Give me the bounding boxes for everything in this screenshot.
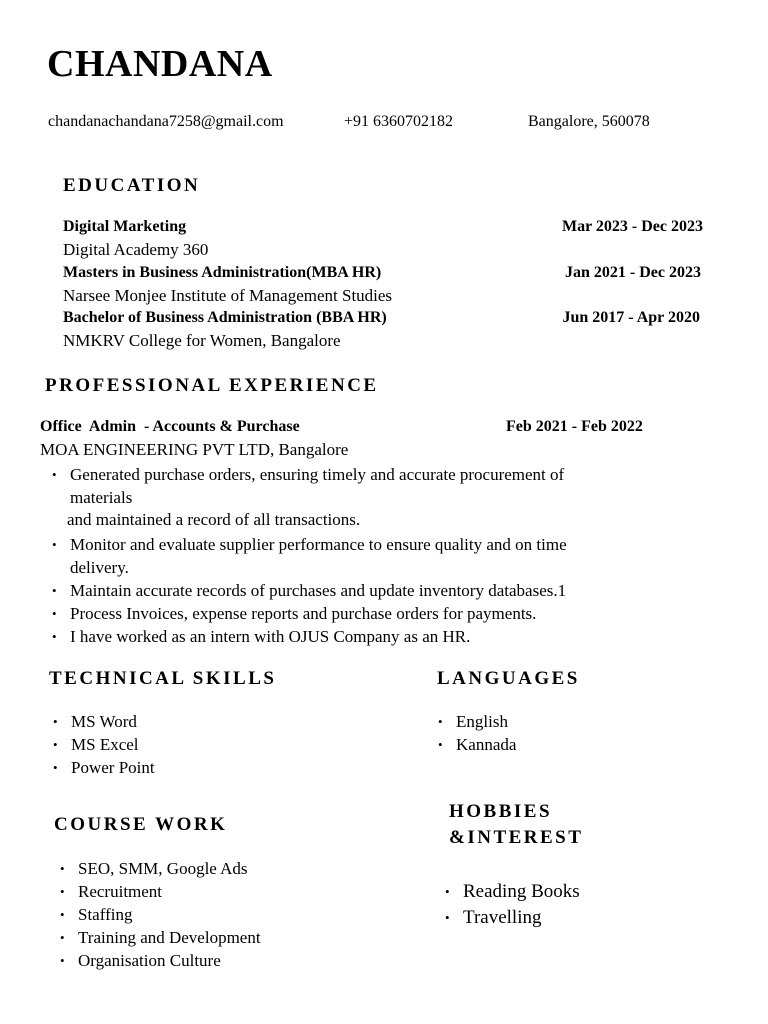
bullet-text: Process Invoices, expense reports and purchase orders for payments. [70,604,537,623]
languages-heading: LANGUAGES [437,668,580,689]
language-text: English [456,712,508,731]
list-item [49,756,155,779]
bullet-continuation: and maintained a record of all transactions. [67,510,361,529]
technical-skills-heading: TECHNICAL SKILLS [49,668,277,689]
language-text: Kannada [456,735,517,754]
education-dates: Jan 2021 - Dec 2023 [565,264,701,281]
list-item [49,710,155,733]
list-item [48,602,567,625]
experience-role: Office Admin - Accounts & Purchase [40,418,300,435]
hobbies-heading: &INTEREST [449,827,584,848]
bullet-text: I have worked as an intern with OJUS Company as an HR. [70,627,471,646]
bullet-text: • Generated purchase orders, ensuring timely and accurate procurement of [70,465,565,484]
experience-bullets [48,533,567,648]
technical-skills-list [49,710,155,779]
list-item [441,879,580,905]
skill-text: Power Point [71,758,155,777]
email: chandanachandana7258@gmail.com [48,113,284,130]
education-dates: Jun 2017 - Apr 2020 [562,309,700,326]
skill-text: MS Word [71,712,137,731]
list-item [49,733,155,756]
bullet-text: Maintain accurate records of purchases and update inventory databases.1 [70,581,567,600]
course-work-list [56,857,261,972]
location: Bangalore, 560078 [528,113,650,130]
course-text: Organisation Culture [78,951,221,970]
education-institution: Digital Academy 360 [63,240,209,259]
skill-text: MS Excel [71,735,139,754]
list-item [48,625,567,648]
languages-list [434,710,516,756]
education-heading: EDUCATION [63,175,201,196]
experience-bullets [48,463,564,509]
list-item [434,710,516,733]
list-item [441,905,580,931]
education-degree: Digital Marketing [63,218,187,235]
candidate-name: CHANDANA [47,43,273,85]
phone: +91 6360702182 [344,113,454,130]
education-institution: NMKRV College for Women, Bangalore [63,331,341,350]
hobby-text: Travelling [463,907,542,928]
education-degree: Bachelor of Business Administration (BBA HR) [63,309,387,326]
experience-heading: PROFESSIONAL EXPERIENCE [45,375,379,396]
list-item [48,533,567,579]
bullet-text: delivery. [70,558,129,577]
list-item [48,579,567,602]
course-text: Staffing [78,905,133,924]
course-text: Training and Development [78,928,261,947]
bullet-text: • Monitor and evaluate supplier performance to ensure quality and on time [70,535,567,554]
education-institution: Narsee Monjee Institute of Management Studies [63,286,393,305]
list-item [56,949,261,972]
hobbies-list [441,879,580,931]
course-text: SEO, SMM, Google Ads [78,859,248,878]
experience-company: MOA ENGINEERING PVT LTD, Bangalore [40,440,349,459]
course-work-heading: COURSE WORK [54,814,228,835]
hobby-text: Reading Books [463,881,580,902]
list-item [48,463,564,509]
bullet-text: materials [70,488,133,507]
course-text: Recruitment [78,882,163,901]
list-item [56,926,261,949]
education-degree: Masters in Business Administration(MBA HR) [63,264,382,281]
list-item [56,903,261,926]
experience-dates: Feb 2021 - Feb 2022 [506,418,643,435]
education-dates: Mar 2023 - Dec 2023 [562,218,703,235]
hobbies-heading: HOBBIES [449,801,553,822]
list-item [56,880,261,903]
list-item [56,857,261,880]
list-item [434,733,516,756]
